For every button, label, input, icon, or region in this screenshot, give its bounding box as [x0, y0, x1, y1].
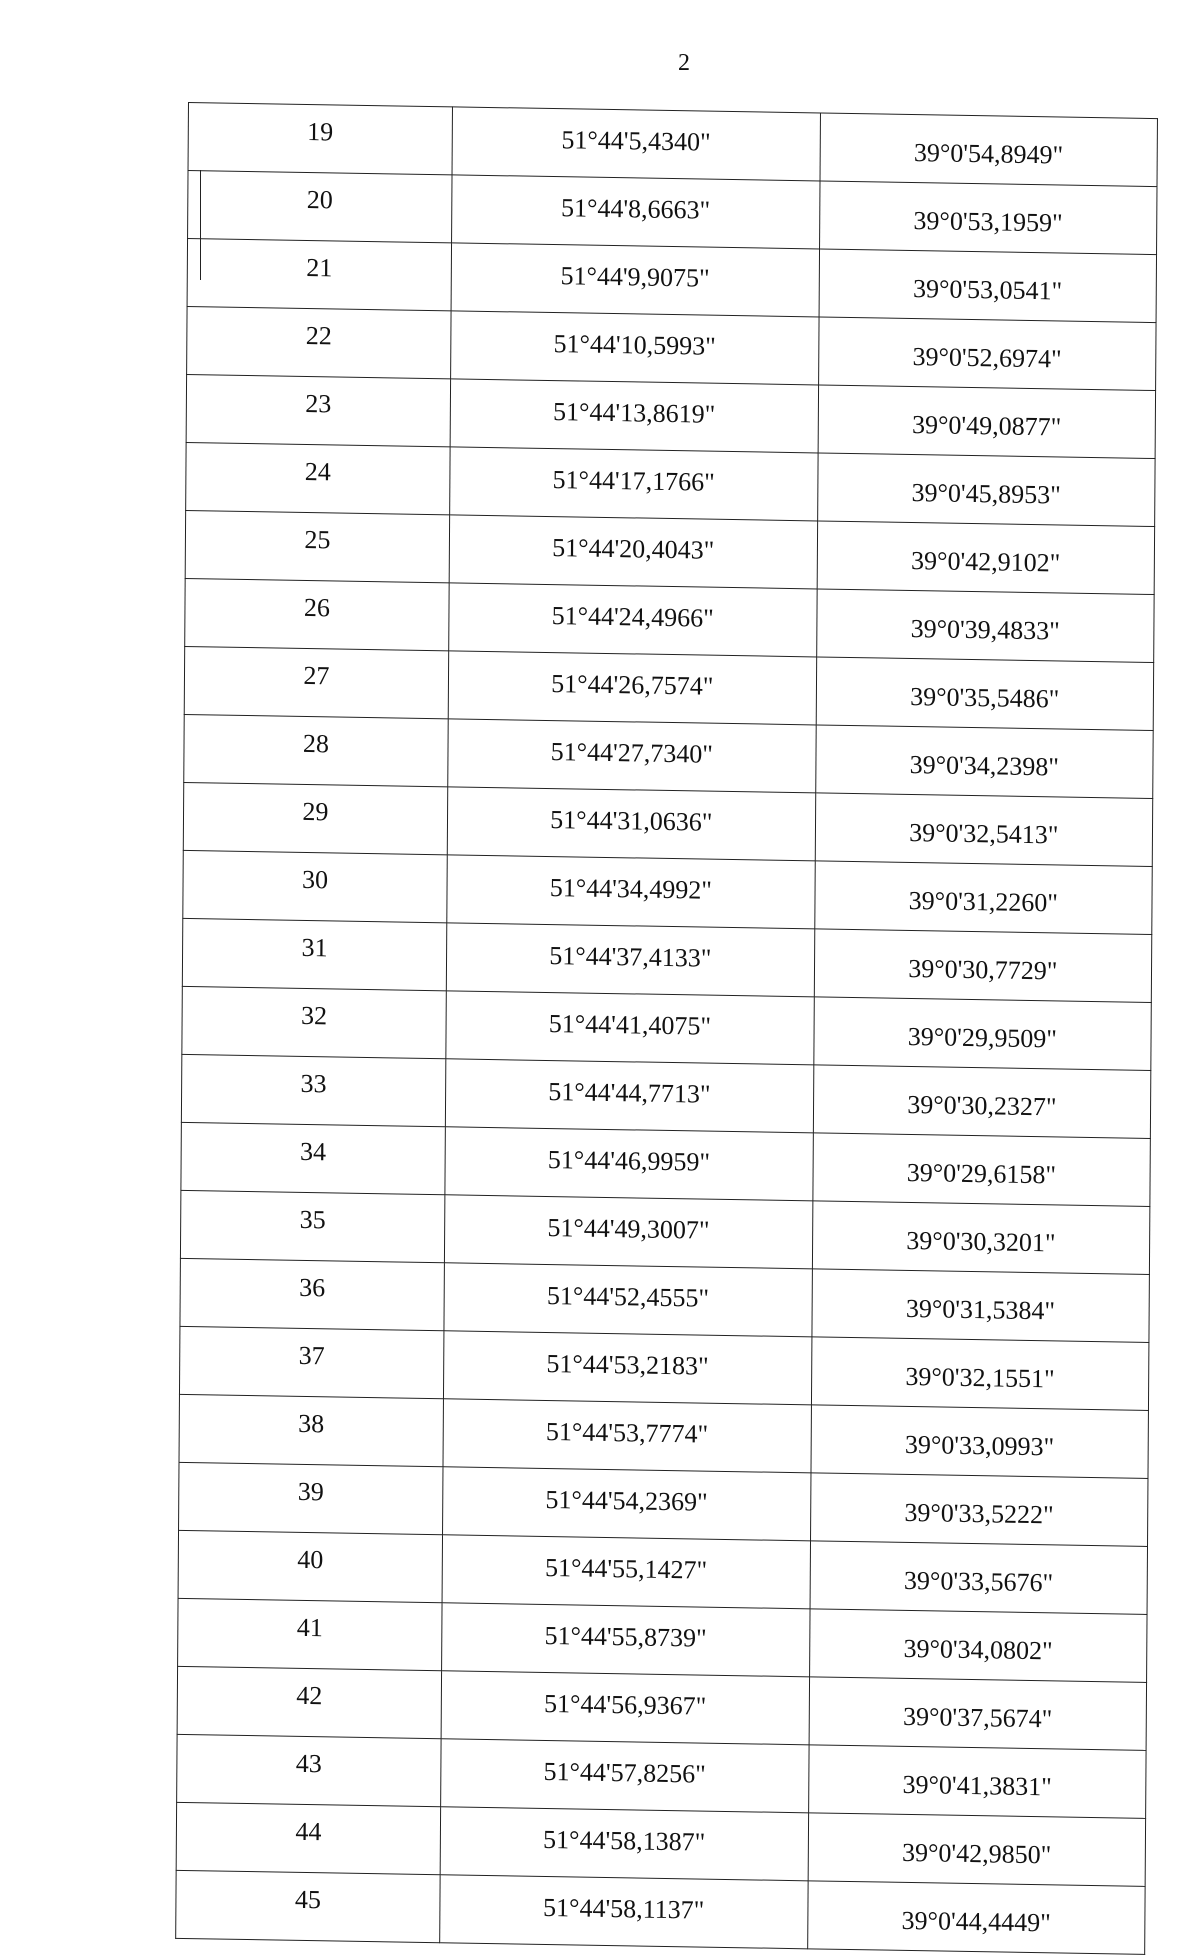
latitude-cell: 51°44'13,8619": [450, 379, 818, 453]
longitude-cell: 39°0'52,6974": [818, 317, 1156, 391]
latitude-cell: 51°44'55,8739": [441, 1603, 809, 1677]
longitude-cell: 39°0'30,3201": [812, 1201, 1150, 1275]
longitude-cell: 39°0'32,5413": [815, 793, 1153, 867]
latitude-cell: 51°44'41,4075": [446, 991, 814, 1065]
point-number-cell: 40: [178, 1530, 442, 1602]
longitude-cell: 39°0'30,2327": [813, 1065, 1151, 1139]
longitude-cell: 39°0'29,6158": [813, 1133, 1151, 1207]
point-number-cell: 29: [183, 782, 447, 854]
point-number-cell: 34: [181, 1122, 445, 1194]
latitude-cell: 51°44'34,4992": [447, 855, 815, 929]
point-number-cell: 44: [176, 1802, 440, 1874]
latitude-cell: 51°44'9,9075": [451, 243, 819, 317]
longitude-cell: 39°0'42,9102": [817, 521, 1155, 595]
latitude-cell: 51°44'5,4340": [452, 107, 820, 181]
latitude-cell: 51°44'57,8256": [441, 1739, 809, 1813]
latitude-cell: 51°44'31,0636": [447, 787, 815, 861]
longitude-cell: 39°0'53,1959": [819, 181, 1157, 255]
latitude-cell: 51°44'49,3007": [444, 1195, 812, 1269]
point-number-cell: 43: [177, 1734, 441, 1806]
longitude-cell: 39°0'31,5384": [812, 1269, 1150, 1343]
latitude-cell: 51°44'27,7340": [448, 719, 816, 793]
longitude-cell: 39°0'29,9509": [814, 997, 1152, 1071]
latitude-cell: 51°44'56,9367": [441, 1671, 809, 1745]
latitude-cell: 51°44'8,6663": [451, 175, 819, 249]
point-number-cell: 35: [180, 1190, 444, 1262]
longitude-cell: 39°0'54,8949": [820, 113, 1158, 187]
latitude-cell: 51°44'24,4966": [449, 583, 817, 657]
latitude-cell: 51°44'55,1427": [442, 1535, 810, 1609]
point-number-cell: 30: [183, 850, 447, 922]
point-number-cell: 27: [184, 646, 448, 718]
latitude-cell: 51°44'46,9959": [445, 1127, 813, 1201]
point-number-cell: 22: [187, 306, 451, 378]
latitude-cell: 51°44'26,7574": [448, 651, 816, 725]
point-number-cell: 41: [178, 1598, 442, 1670]
longitude-cell: 39°0'30,7729": [814, 929, 1152, 1003]
longitude-cell: 39°0'34,2398": [815, 725, 1153, 799]
latitude-cell: 51°44'53,7774": [443, 1399, 811, 1473]
point-number-cell: 25: [185, 510, 449, 582]
longitude-cell: 39°0'33,5676": [810, 1541, 1148, 1615]
longitude-cell: 39°0'33,0993": [811, 1405, 1149, 1479]
page-number: 2: [678, 50, 690, 76]
point-number-cell: 23: [186, 374, 450, 446]
point-number-cell: 21: [187, 238, 451, 310]
longitude-cell: 39°0'34,0802": [809, 1609, 1147, 1683]
point-number-cell: 32: [182, 986, 446, 1058]
latitude-cell: 51°44'58,1137": [440, 1875, 808, 1949]
longitude-cell: 39°0'53,0541": [819, 249, 1157, 323]
point-number-cell: 39: [179, 1462, 443, 1534]
point-number-cell: 36: [180, 1258, 444, 1330]
longitude-cell: 39°0'31,2260": [815, 861, 1153, 935]
latitude-cell: 51°44'44,7713": [445, 1059, 813, 1133]
longitude-cell: 39°0'39,4833": [816, 589, 1154, 663]
point-number-cell: 19: [188, 103, 452, 175]
latitude-cell: 51°44'58,1387": [440, 1807, 808, 1881]
latitude-cell: 51°44'37,4133": [446, 923, 814, 997]
latitude-cell: 51°44'53,2183": [443, 1331, 811, 1405]
coordinates-table: [175, 102, 1158, 1955]
longitude-cell: 39°0'45,8953": [817, 453, 1155, 527]
longitude-cell: 39°0'41,3831": [808, 1745, 1146, 1819]
point-number-cell: 20: [188, 171, 452, 243]
longitude-cell: 39°0'33,5222": [810, 1473, 1148, 1547]
longitude-cell: 39°0'42,9850": [808, 1813, 1146, 1887]
longitude-cell: 39°0'37,5674": [809, 1677, 1147, 1751]
point-number-cell: 38: [179, 1394, 443, 1466]
longitude-cell: 39°0'49,0877": [818, 385, 1156, 459]
point-number-cell: 31: [182, 918, 446, 990]
latitude-cell: 51°44'17,1766": [450, 447, 818, 521]
latitude-cell: 51°44'52,4555": [444, 1263, 812, 1337]
longitude-cell: 39°0'44,4449": [807, 1881, 1145, 1955]
point-number-cell: 28: [184, 714, 448, 786]
latitude-cell: 51°44'20,4043": [449, 515, 817, 589]
point-number-cell: 42: [177, 1666, 441, 1738]
coordinates-table-body: [176, 103, 1158, 1955]
point-number-cell: 24: [186, 442, 450, 514]
latitude-cell: 51°44'10,5993": [450, 311, 818, 385]
longitude-cell: 39°0'35,5486": [816, 657, 1154, 731]
point-number-cell: 26: [185, 578, 449, 650]
longitude-cell: 39°0'32,1551": [811, 1337, 1149, 1411]
point-number-cell: 37: [179, 1326, 443, 1398]
point-number-cell: 45: [176, 1870, 440, 1942]
latitude-cell: 51°44'54,2369": [442, 1467, 810, 1541]
point-number-cell: 33: [181, 1054, 445, 1126]
